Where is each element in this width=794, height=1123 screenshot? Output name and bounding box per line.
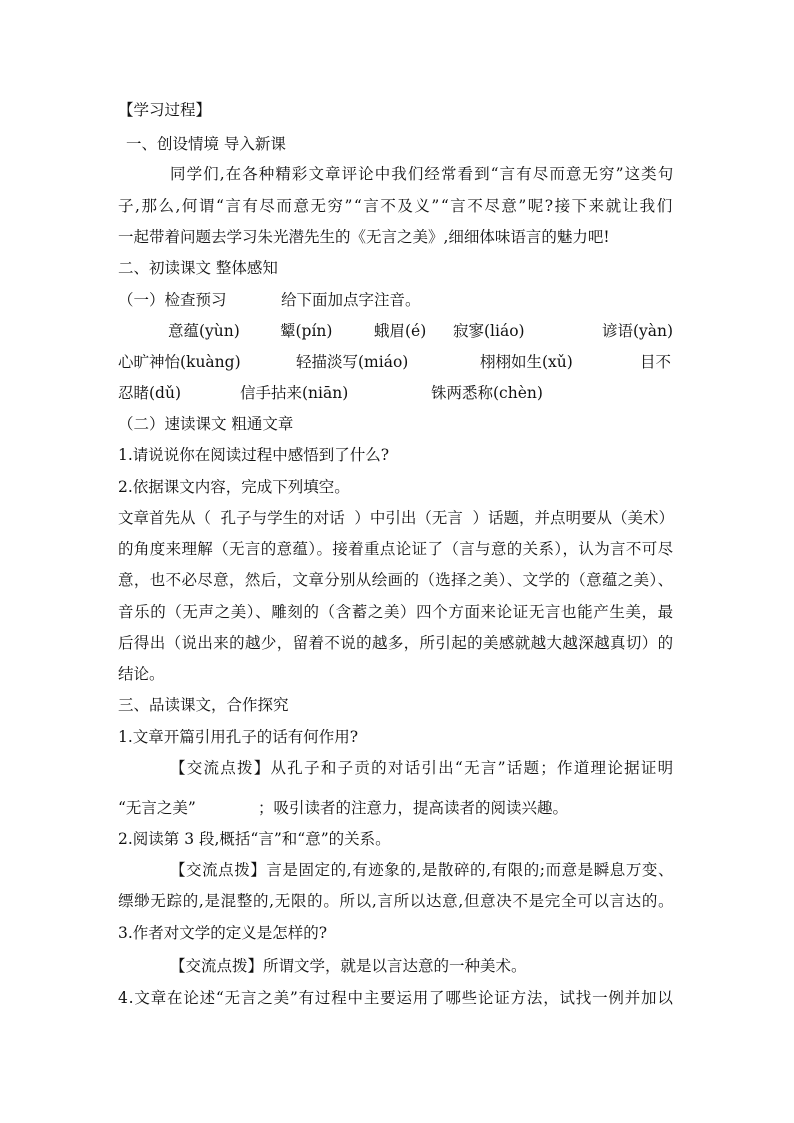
analysis-question-1: 1.文章开篇引用孔子的话有何作用?	[118, 728, 359, 746]
analysis-answer-1-line-1: 【交流点拨】从孔子和子贡的对话引出“无言”话题；作道理论据证明	[170, 759, 675, 777]
pinyin-item: 忍睹(dǔ)	[118, 384, 181, 402]
question-1: 1.请说说你在阅读过程中感悟到了什么?	[118, 446, 390, 464]
subsection-check-preview	[118, 290, 674, 310]
analysis-question-3: 3.作者对文学的定义是怎样的?	[118, 924, 328, 942]
fill-line-4: 音乐的（无声之美）、雕刻的（含蓄之美）四个方面来论证无言也能产生美，最	[118, 603, 674, 621]
pinyin-item: 轻描淡写(miáo)	[296, 353, 409, 371]
pinyin-row-3	[118, 383, 674, 403]
pinyin-item: 意蕴(yùn)	[168, 322, 240, 340]
pinyin-item: 信手拈来(niān)	[240, 384, 349, 402]
pinyin-item: 心旷神怡(kuàng)	[118, 353, 241, 371]
fill-line-2: 的角度来理解（无言的意蕴）。接着重点论证了（言与意的关系），认为言不可尽	[118, 540, 674, 558]
pinyin-item: 栩栩如生(xǔ)	[480, 353, 573, 371]
section-title-1: 一、创设情境 导入新课	[126, 135, 286, 153]
fill-line-1: 文章首先从（ 孔子与学生的对话 ）中引出（无言 ）话题，并点明要从（美术）	[118, 509, 674, 527]
analysis-answer-1-line-2: “无言之美” ；吸引读者的注意力，提高读者的阅读兴趣。	[118, 799, 569, 817]
fill-line-3: 意，也不必尽意，然后，文章分别从绘画的（选择之美）、文学的（意蕴之美）、	[118, 571, 674, 589]
analysis-answer-2-line-2: 缥缈无踪的,是混整的,无限的。所以,言所以达意,但意决不是完全可以言达的。	[118, 892, 675, 910]
pinyin-row-1	[118, 321, 674, 341]
section-title-2: 二、初读课文 整体感知	[118, 259, 278, 277]
intro-line-3: 一起带着问题去学习朱光潜先生的《无言之美》,细细体味语言的魅力吧!	[118, 228, 610, 246]
pinyin-item: 颦(pín)	[280, 322, 333, 340]
analysis-answer-2-line-1: 【交流点拨】言是固定的,有迹象的,是散碎的,有限的;而意是瞬息万变、	[170, 861, 675, 879]
subsection-title-2: （二）速读课文 粗通文章	[118, 415, 294, 433]
section-heading: 【学习过程】	[118, 101, 212, 119]
section-title-3: 三、品读课文，合作探究	[118, 696, 289, 714]
pinyin-item: 谚语(yàn)	[602, 322, 674, 340]
fill-line-6: 结论。	[118, 665, 165, 683]
analysis-question-2: 2.阅读第 3 段,概括“言”和“意”的关系。	[118, 830, 391, 848]
subsection-task: 给下面加点字注音。	[281, 291, 421, 309]
pinyin-item: 蛾眉(é)	[374, 322, 427, 340]
intro-line-2: 子,那么,何谓“言有尽而意无穷”“言不及义”“言不尽意”呢?接下来就让我们	[118, 197, 674, 215]
fill-line-5: 后得出（说出来的越少，留着不说的越多，所引起的美感就越大越深越真切）的	[118, 634, 674, 652]
analysis-question-4: 4.文章在论述“无言之美”有过程中主要运用了哪些论证方法，试找一例并加以	[118, 989, 674, 1007]
pinyin-item: 目不	[640, 353, 672, 371]
subsection-title-1: （一）检查预习	[118, 291, 227, 309]
pinyin-row-2	[118, 352, 674, 372]
intro-line-1: 同学们,在各种精彩文章评论中我们经常看到“言有尽而意无穷”这类句	[170, 165, 675, 183]
analysis-answer-3: 【交流点拨】所谓文学，就是以言达意的一种美术。	[170, 957, 527, 975]
question-2: 2.依据课文内容，完成下列填空。	[118, 478, 350, 496]
pinyin-item: 寂寥(liáo)	[453, 322, 525, 340]
pinyin-item: 铢两悉称(chèn)	[431, 384, 543, 402]
